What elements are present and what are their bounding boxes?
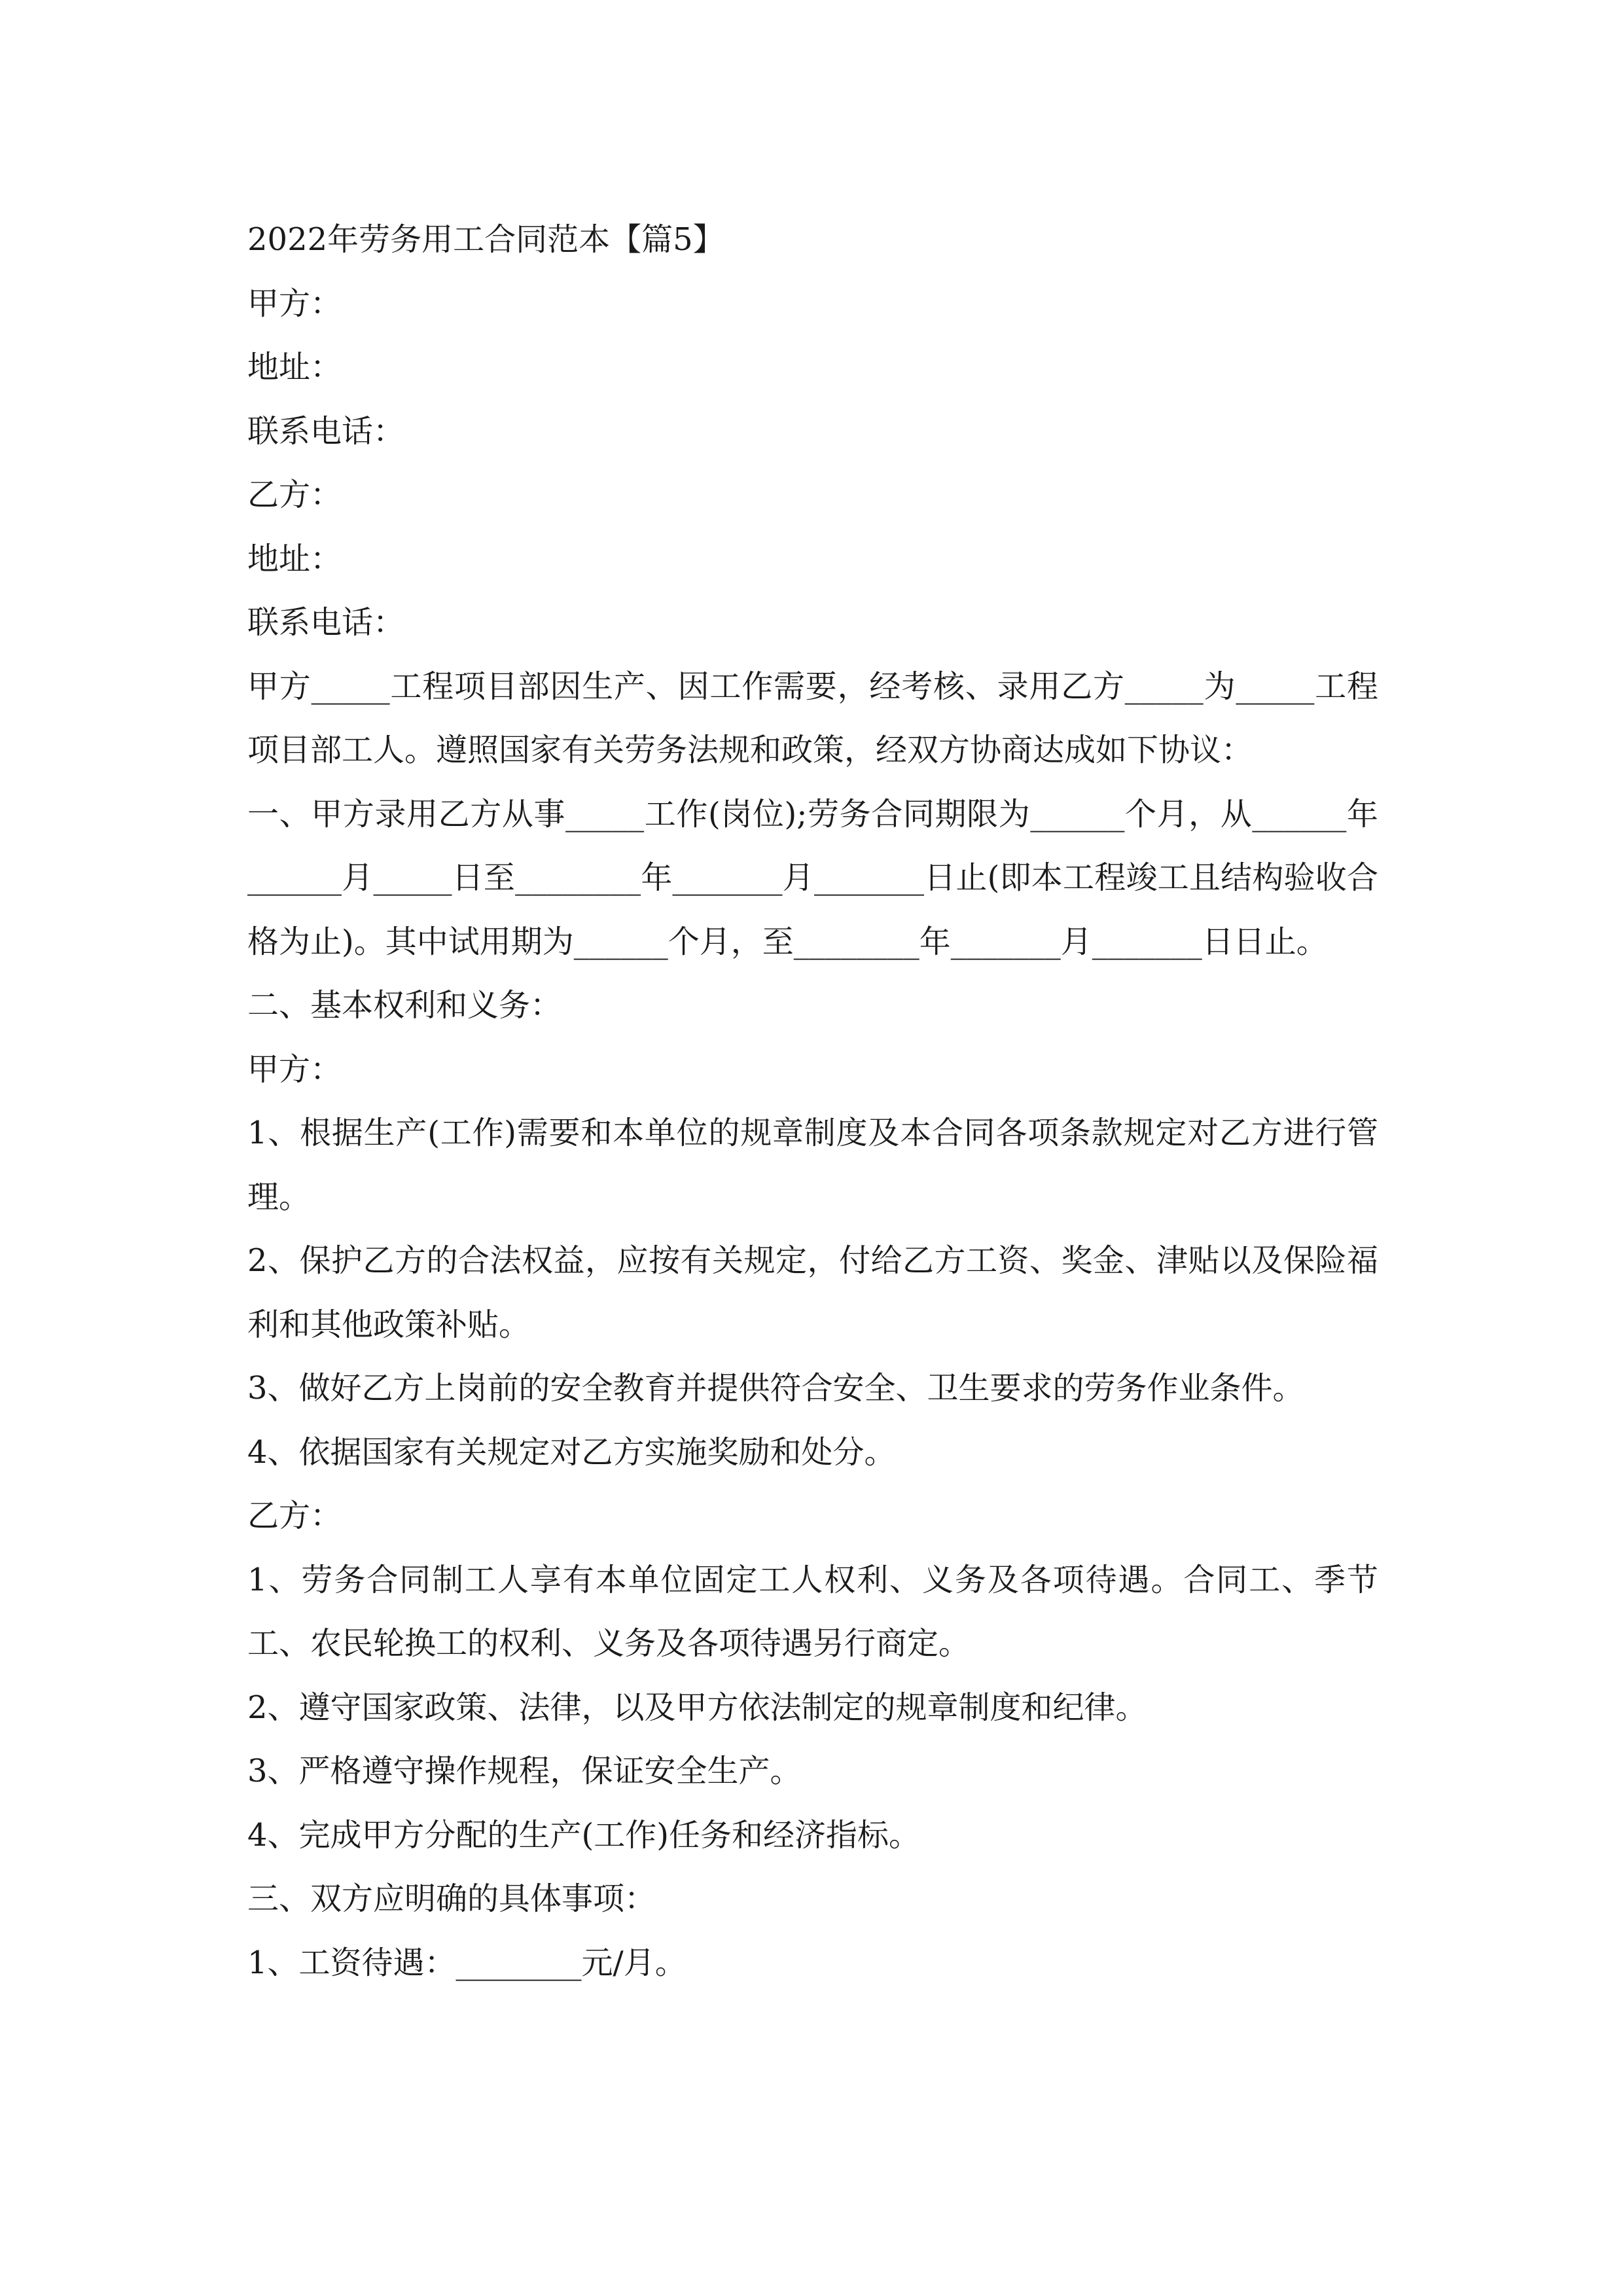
intro-paragraph: 甲方_____工程项目部因生产、因工作需要，经考核、录用乙方_____为_____工程项目部工人。遵照国家有关劳务法规和政策，经双方协商达成如下协议： bbox=[247, 668, 1378, 768]
clause-3-item-1: 1、工资待遇：________元/月。 bbox=[247, 1944, 687, 1981]
party-a-phone: 联系电话： bbox=[247, 412, 405, 450]
contract-document bbox=[247, 208, 1378, 1995]
party-b-duty-2: 2、遵守国家政策、法律，以及甲方依法制定的规章制度和纪律。 bbox=[247, 1689, 1147, 1726]
party-a-duty-3: 3、做好乙方上岗前的安全教育并提供符合安全、卫生要求的劳务作业条件。 bbox=[247, 1370, 1304, 1407]
party-b-duty-1: 1、劳务合同制工人享有本单位固定工人权利、义务及各项待遇。合同工、季节工、农民轮换工的权利、义务及各项待遇另行商定。 bbox=[247, 1561, 1378, 1662]
party-a-duty-1: 1、根据生产(工作)需要和本单位的规章制度及本合同各项条款规定对乙方进行管理。 bbox=[247, 1115, 1378, 1215]
party-b-phone: 联系电话： bbox=[247, 604, 405, 641]
clause-2-party-a-label: 甲方： bbox=[247, 1050, 342, 1088]
clause-1-paragraph: 一、甲方录用乙方从事_____工作(岗位);劳务合同期限为______个月，从______年______月_____日至________年_______月_______日止(即本工程竣工且结构验收合格为止)。其中试用期为______个月，至________年_______月_______日日止。 bbox=[247, 795, 1378, 960]
party-a-duty-2: 2、保护乙方的合法权益，应按有关规定，付给乙方工资、奖金、津贴以及保险福利和其他政策补贴。 bbox=[247, 1242, 1378, 1343]
document-title: 2022年劳务用工合同范本【篇5】 bbox=[247, 221, 724, 258]
clause-2-heading: 二、基本权利和义务： bbox=[247, 987, 562, 1024]
party-a-duty-4: 4、依据国家有关规定对乙方实施奖励和处分。 bbox=[247, 1433, 896, 1471]
party-a-label: 甲方： bbox=[247, 285, 342, 322]
party-a-address: 地址： bbox=[247, 349, 342, 386]
party-b-address: 地址： bbox=[247, 540, 342, 577]
clause-2-party-b-label: 乙方： bbox=[247, 1498, 342, 1534]
clause-3-heading: 三、双方应明确的具体事项： bbox=[247, 1880, 656, 1917]
party-b-duty-3: 3、严格遵守操作规程，保证安全生产。 bbox=[247, 1753, 802, 1789]
party-b-duty-4: 4、完成甲方分配的生产(工作)任务和经济指标。 bbox=[247, 1816, 920, 1854]
party-b-label: 乙方： bbox=[247, 476, 342, 513]
